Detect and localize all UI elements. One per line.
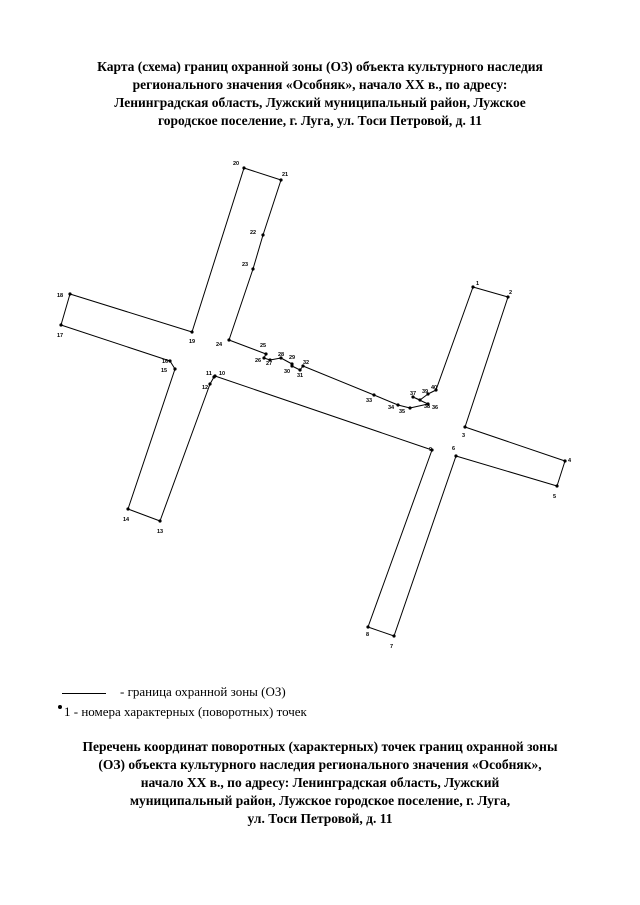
point-label-7: 7: [390, 644, 394, 650]
point-label-31: 31: [297, 373, 304, 379]
turning-point-18: [68, 292, 71, 295]
point-label-24: 24: [216, 342, 223, 348]
point-label-26: 26: [255, 358, 262, 364]
turning-point-11: [212, 375, 215, 378]
point-label-29: 29: [289, 355, 296, 361]
point-label-3: 3: [462, 433, 466, 439]
turning-point-26: [262, 356, 265, 359]
turning-point-16: [168, 359, 171, 362]
turning-point-1: [471, 285, 474, 288]
point-label-33: 33: [366, 398, 373, 404]
point-label-34: 34: [388, 405, 395, 411]
point-label-2: 2: [509, 290, 513, 296]
turning-point-23: [251, 267, 254, 270]
turning-point-12: [208, 382, 211, 385]
turning-point-30: [290, 364, 293, 367]
point-label-4: 4: [568, 458, 572, 464]
point-label-36: 36: [432, 405, 439, 411]
legend-points: [58, 704, 307, 720]
turning-point-8: [366, 625, 369, 628]
point-label-18: 18: [57, 293, 64, 299]
turning-points: [59, 166, 566, 637]
legend-line-sample: [62, 693, 106, 694]
point-label-11: 11: [206, 371, 212, 377]
coordinates-title: [40, 738, 600, 828]
turning-point-21: [279, 178, 282, 181]
turning-point-33: [372, 393, 375, 396]
turning-point-20: [242, 166, 245, 169]
legend-boundary: [58, 684, 286, 700]
turning-point-24: [227, 338, 230, 341]
point-label-1: 1: [476, 281, 480, 287]
point-label-6: 6: [452, 446, 456, 452]
turning-point-3: [463, 425, 466, 428]
legend-point-number: 1: [64, 704, 71, 719]
coordinates-title-line: (ОЗ) объекта культурного наследия регионального значения «Особняк»,: [98, 757, 542, 772]
turning-point-7: [392, 634, 395, 637]
turning-point-31: [298, 368, 301, 371]
point-label-5: 5: [553, 494, 557, 500]
point-label-8: 8: [366, 632, 370, 638]
point-label-38: 38: [424, 404, 431, 410]
map-title-line: городское поселение, г. Луга, ул. Тоси Петровой, д. 11: [157, 113, 482, 128]
legend-point-marker: [58, 705, 62, 709]
turning-point-22: [261, 233, 264, 236]
turning-point-35: [408, 406, 411, 409]
turning-point-13: [158, 519, 161, 522]
turning-point-19: [190, 330, 193, 333]
point-label-17: 17: [57, 333, 64, 339]
point-label-21: 21: [282, 172, 289, 178]
coordinates-title-line: Перечень координат поворотных (характерных) точек границ охранной зоны: [82, 739, 558, 754]
turning-point-17: [59, 323, 62, 326]
coordinates-title-line: начало XX в., по адресу: Ленинградская область, Лужский: [140, 775, 500, 790]
turning-point-6: [454, 454, 457, 457]
legend-boundary-label: - граница охранной зоны (ОЗ): [120, 684, 286, 699]
point-label-15: 15: [161, 368, 168, 374]
point-label-30: 30: [284, 369, 291, 375]
point-labels: [57, 161, 572, 650]
coordinates-title-line: муниципальный район, Лужское городское поселение, г. Луга,: [129, 793, 511, 808]
turning-point-25: [264, 352, 267, 355]
point-label-27: 27: [266, 361, 273, 367]
point-label-16: 16: [162, 359, 169, 365]
point-label-20: 20: [233, 161, 240, 167]
point-label-28: 28: [278, 352, 285, 358]
turning-point-38: [418, 398, 421, 401]
protection-zone-boundary: [61, 168, 565, 636]
point-label-13: 13: [157, 529, 164, 535]
point-label-35: 35: [399, 409, 406, 415]
point-label-9: 9: [429, 447, 433, 453]
point-label-22: 22: [250, 230, 257, 236]
point-label-19: 19: [189, 339, 196, 345]
map-title-line: Ленинградская область, Лужский муниципальный район, Лужское: [114, 95, 526, 110]
point-label-25: 25: [260, 343, 267, 349]
map-title-line: регионального значения «Особняк», начало XX в., по адресу:: [132, 77, 508, 92]
map-title-line: Карта (схема) границ охранной зоны (ОЗ) объекта культурного наследия: [97, 59, 543, 74]
point-label-32: 32: [303, 360, 310, 366]
turning-point-15: [173, 367, 176, 370]
point-label-12: 12: [202, 385, 209, 391]
turning-point-5: [555, 484, 558, 487]
point-label-23: 23: [242, 262, 249, 268]
point-label-10: 10: [219, 371, 226, 377]
point-label-14: 14: [123, 517, 130, 523]
point-label-40: 40: [431, 385, 438, 391]
legend-point-label: - номера характерных (поворотных) точек: [70, 704, 307, 719]
point-label-39: 39: [422, 389, 429, 395]
point-label-37: 37: [410, 391, 417, 397]
turning-point-4: [563, 459, 566, 462]
turning-point-34: [396, 403, 399, 406]
coordinates-title-line: ул. Тоси Петровой, д. 11: [247, 811, 393, 826]
turning-point-14: [126, 507, 129, 510]
